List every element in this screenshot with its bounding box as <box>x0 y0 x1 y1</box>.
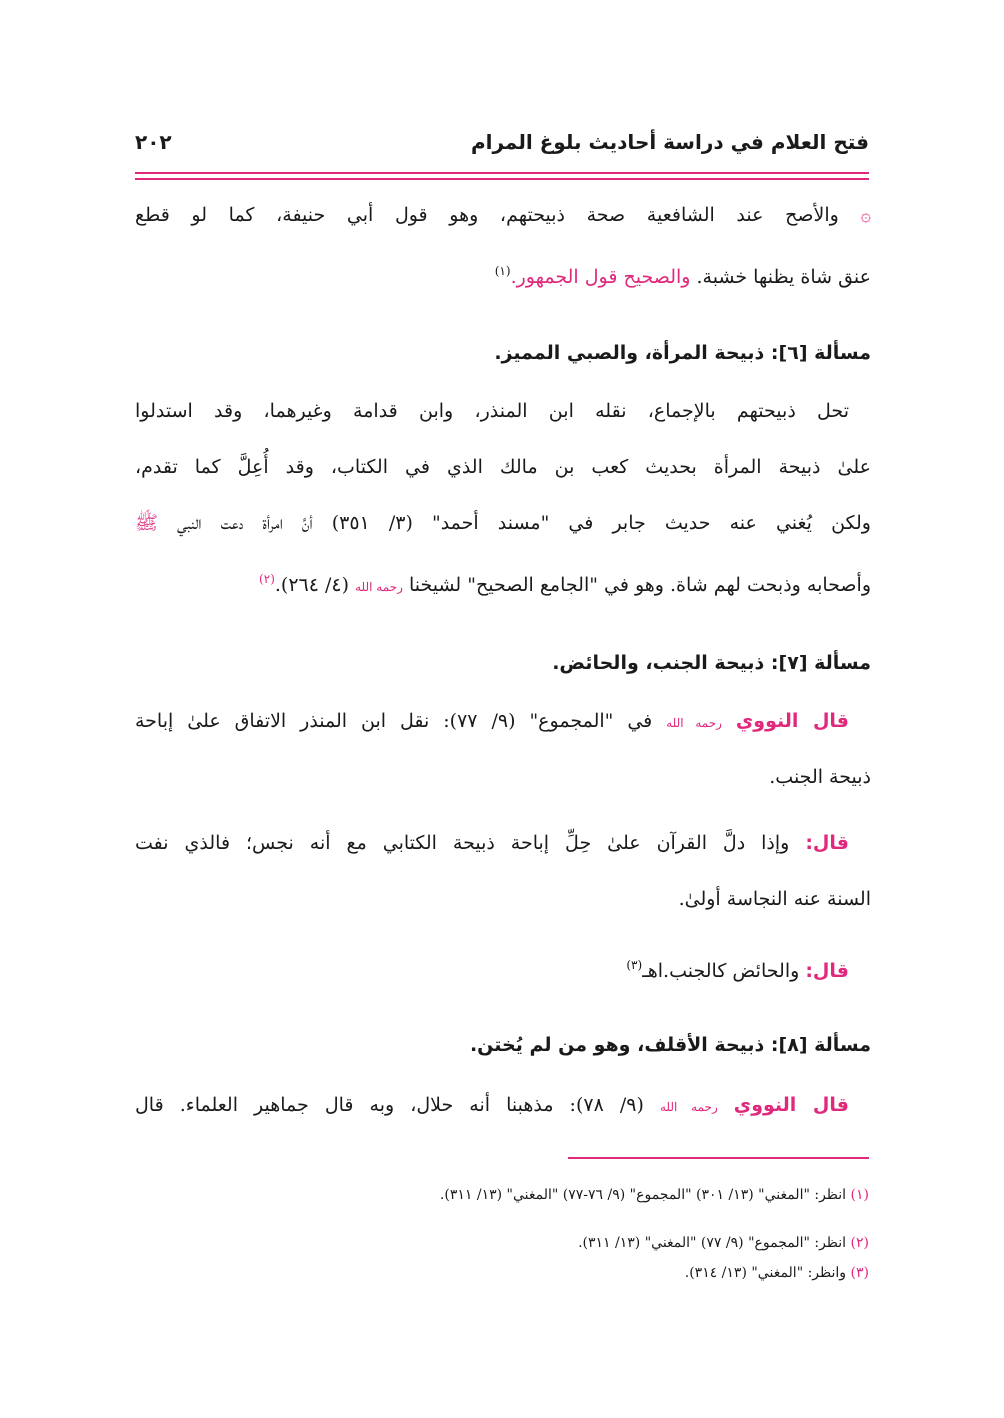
section-label: مسألة [٦]: <box>770 342 871 364</box>
paragraph-line <box>769 766 871 788</box>
footnote-separator <box>568 1157 869 1159</box>
footnote-text: انظر: "المجموع" (٩/ ٧٧) "المغني" (١٣/ ٣١١). <box>578 1235 847 1251</box>
honorific-symbol: ﷺ <box>135 512 158 534</box>
section-label: مسألة [٨]: <box>770 1034 871 1056</box>
text-span: (٤/ ٢٦٤). <box>274 574 350 596</box>
section-heading <box>552 652 871 674</box>
paragraph-line <box>135 400 849 422</box>
section-heading <box>470 1034 871 1056</box>
paragraph-line <box>626 954 849 982</box>
honorific-symbol: رحمه الله <box>659 1100 718 1114</box>
paragraph-line <box>135 456 871 478</box>
header-rule-bottom <box>135 178 869 180</box>
text-span: عنق شاة يظنها خشبة. <box>696 266 871 288</box>
footnote-number: (٢) <box>850 1235 869 1251</box>
honorific-symbol: رحمه الله <box>666 716 722 730</box>
text-span: والأصح عند الشافعية صحة ذبيحتهم، وهو قول أبي حنيفة، كما لو قطع <box>135 204 839 226</box>
text-span: تحل ذبيحتهم بالإجماع، نقله ابن المنذر، وابن قدامة وغيرهما، وقد استدلوا <box>135 400 849 422</box>
paragraph-line <box>135 512 871 534</box>
text-span: (٩/ ٧٨): مذهبنا أنه حلال، وبه قال جماهير العلماء. قال <box>135 1094 644 1116</box>
footnote <box>440 1186 869 1204</box>
highlighted-ruling: والصحيح قول الجمهور. <box>510 266 691 288</box>
paragraph-line <box>135 204 871 227</box>
footnote-text: وانظر: "المغني" (١٣/ ٣١٤). <box>684 1265 847 1281</box>
text-span: السنة عنه النجاسة أولىٰ. <box>678 888 871 910</box>
honorific-symbol: رحمه الله <box>355 580 403 594</box>
speaker-name: قال: <box>805 832 849 854</box>
text-span: علىٰ ذبيحة المرأة بحديث كعب بن مالك الذي في الكتاب، وقد أُعِلَّ كما تقدم، <box>135 456 871 478</box>
running-header <box>135 128 869 168</box>
speaker-name: قال النووي <box>735 710 850 732</box>
section-label: مسألة [٧]: <box>770 652 871 674</box>
paragraph-line <box>135 832 849 854</box>
footnote-ref: (٢) <box>259 572 275 586</box>
paragraph-line <box>135 1094 849 1118</box>
footnote-text: انظر: "المغني" (١٣/ ٣٠١) "المجموع" (٩/ ٧٦-٧٧) "المغني" (١٣/ ٣١١). <box>439 1187 847 1203</box>
footnote-ref: (٣) <box>626 958 643 972</box>
paragraph-line <box>495 260 871 288</box>
speaker-name: قال النووي <box>733 1094 849 1116</box>
header-rule-top <box>135 172 869 174</box>
footnote-number: (٣) <box>850 1265 869 1281</box>
flower-bullet-icon: ۞ <box>860 205 871 226</box>
section-title: ذبيحة الجنب، والحائض. <box>552 652 765 674</box>
text-span: ولكن يُغني عنه حديث جابر في "مسند أحمد" (٣/ ٣٥١) أنَّ امرأة دعت النبي <box>177 512 871 534</box>
paragraph-line <box>135 710 849 734</box>
section-title: ذبيحة المرأة، والصبي المميز. <box>494 342 765 364</box>
paragraph-line <box>679 888 871 910</box>
text-span: وأصحابه وذبحت لهم شاة. وهو في "الجامع الصحيح" لشيخنا <box>408 574 871 596</box>
section-title: ذبيحة الأقلف، وهو من لم يُختن. <box>469 1034 765 1056</box>
footnote <box>578 1234 869 1252</box>
section-heading <box>494 342 871 364</box>
text-span: ذبيحة الجنب. <box>769 766 871 788</box>
footnote-number: (١) <box>850 1187 869 1203</box>
text-span: والحائض كالجنب.اهـ <box>642 960 800 982</box>
paragraph-line <box>259 568 871 598</box>
text-span: في "المجموع" (٩/ ٧٧): نقل ابن المنذر الاتفاق علىٰ إباحة <box>135 710 653 732</box>
footnote-ref: (١) <box>494 264 511 278</box>
speaker-name: قال: <box>805 960 849 982</box>
book-title: فتح العلام في دراسة أحاديث بلوغ المرام <box>470 130 869 154</box>
footnote <box>685 1264 869 1282</box>
page-number: ٢٠٢ <box>135 130 172 154</box>
text-span: وإذا دلَّ القرآن علىٰ حِلِّ إباحة ذبيحة الكتابي مع أنه نجس؛ فالذي نفت <box>135 832 790 854</box>
